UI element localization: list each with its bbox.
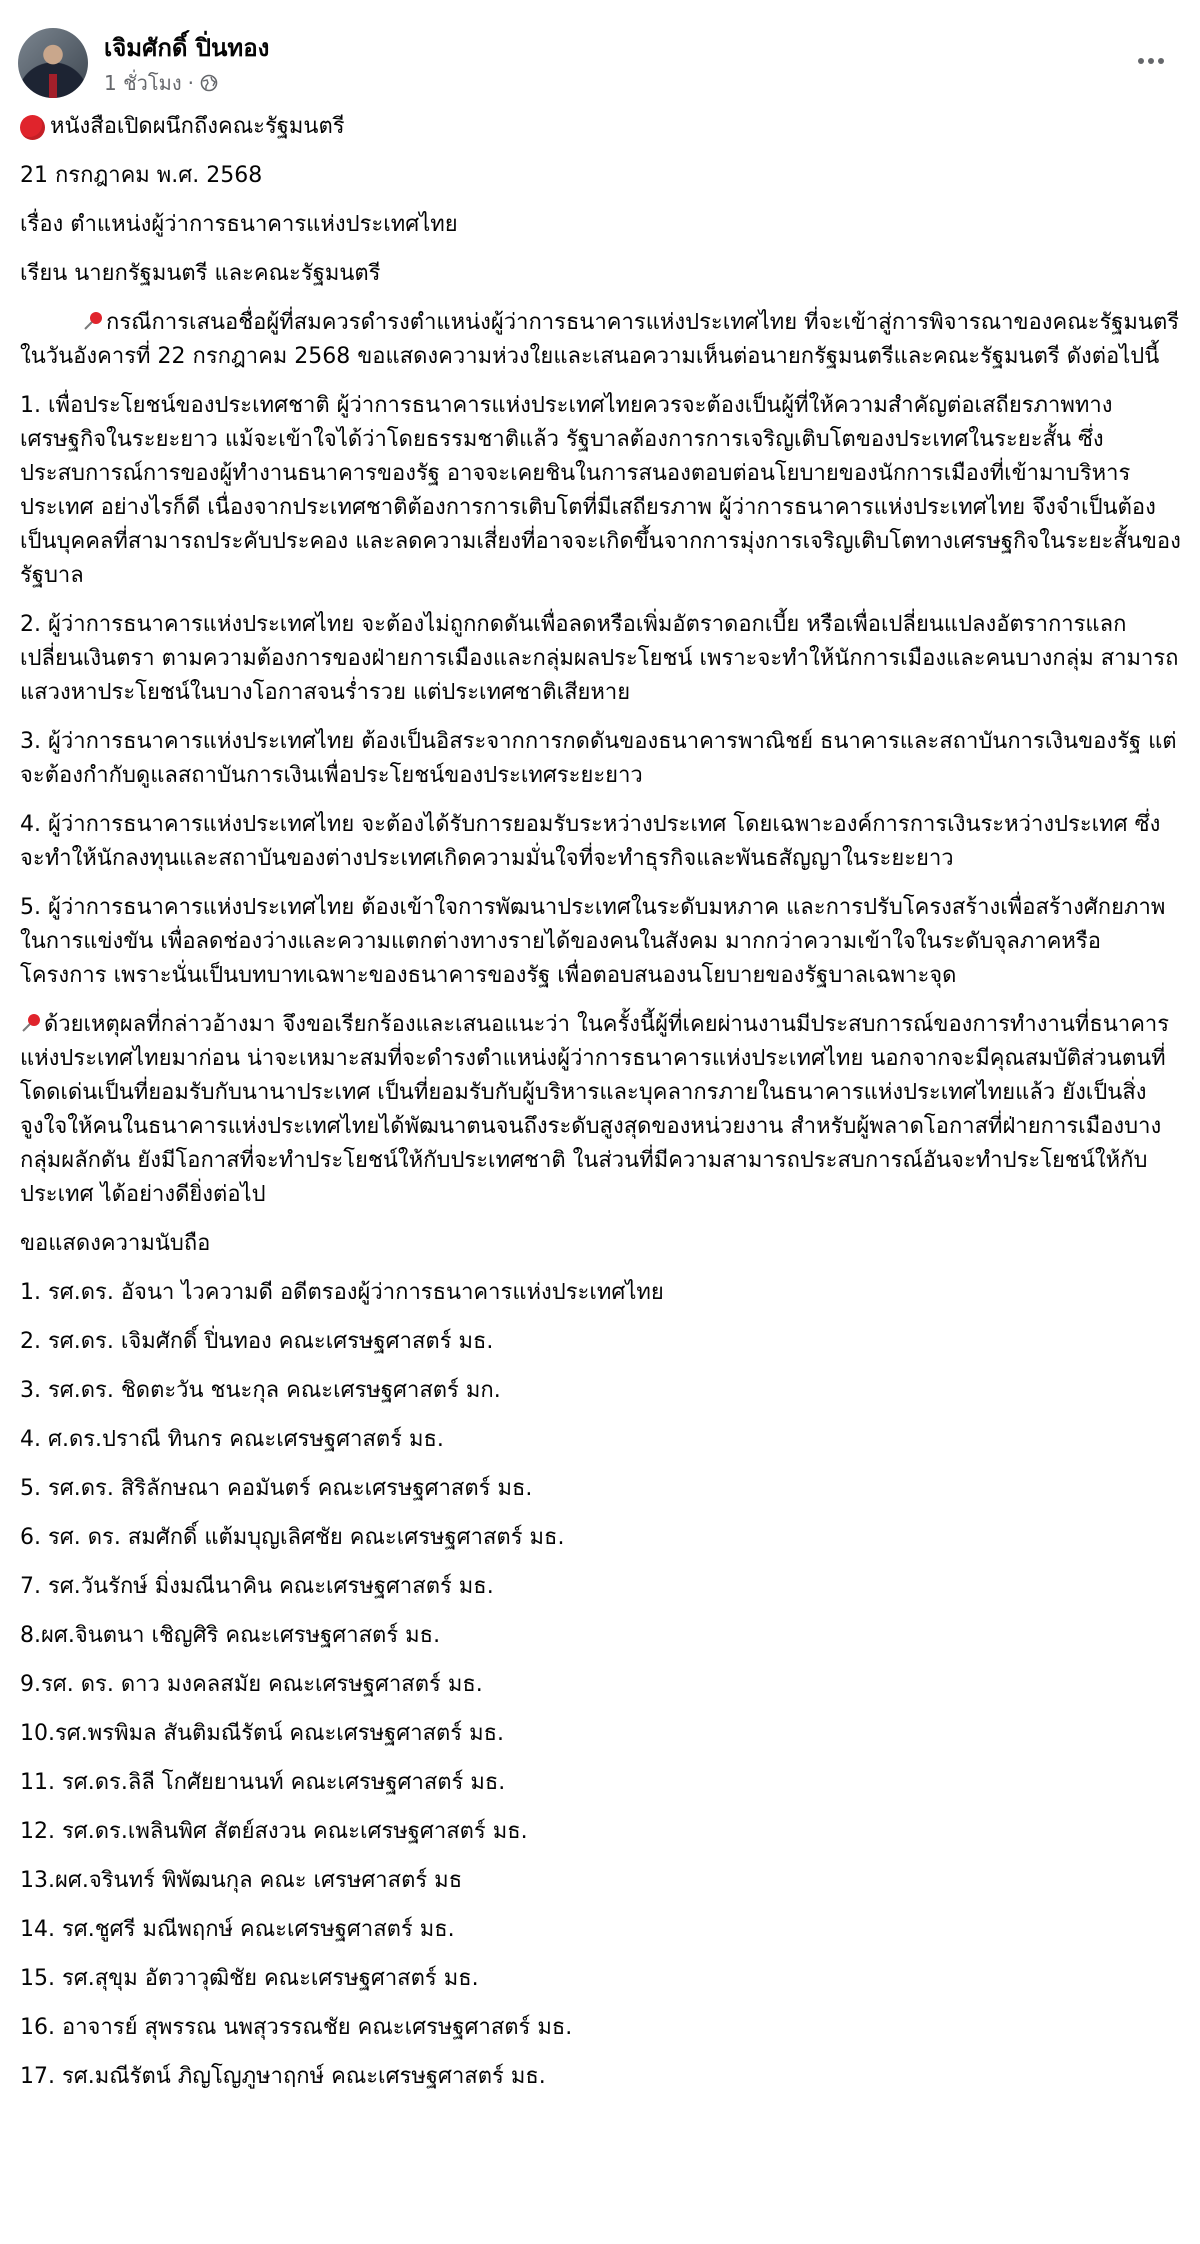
point-item: 2. ผู้ว่าการธนาคารแห่งประเทศไทย จะต้องไม่ถูกกดดันเพื่อลดหรือเพิ่มอัตราดอกเบี้ย หรือเพื่อเปลี่ยนแปลงอัตราการแลกเปลี่ยนเงินตรา ตามความต้องการของฝ่ายการเมืองและกลุ่มผลประโยชน์ เพราะจะทำให้นักการเมืองและคนบางกลุ่ม สามารถแสวงหาประโยชน์ในบางโอกาสจนร่ำรวย แต่ประเทศชาติเสียหาย: [20, 612, 1179, 705]
point-item: 1. เพื่อประโยชน์ของประเทศชาติ ผู้ว่าการธนาคารแห่งประเทศไทยควรจะต้องเป็นผู้ที่ให้ความสำคัญต่อเสถียรภาพทางเศรษฐกิจในระยะยาว แม้จะเข้าใจได้ว่าโดยธรรมชาติแล้ว รัฐบาลต้องการการเจริญเติบโตของประเทศในระยะสั้น ซึ่งประสบการณ์การของผู้ทำงานธนาคารของรัฐ อาจจะเคยชินในการสนองตอบต่อนโยบายของนักการเมืองที่เข้ามาบริหารประเทศ อย่างไรก็ดี เนื่องจากประเทศชาติต้องการการเติบโตที่มีเสถียรภาพ ผู้ว่าการธนาคารแห่งประเทศไทย จึงจำเป็นต้องเป็นบุคคลที่สามารถประคับประคอง และลดความเสี่ยงที่อาจจะเกิดขึ้นจากการมุ่งการเจริญเติบโตทางเศรษฐกิจในระยะสั้นของรัฐบาล: [20, 393, 1181, 588]
author-name[interactable]: เจิมศักดิ์ ปิ่นทอง: [104, 34, 270, 62]
signatory-item: 14. รศ.ชูศรี มณีพฤกษ์ คณะเศรษฐศาสตร์ มธ.: [20, 1917, 455, 1942]
pushpin-icon: [20, 1012, 42, 1034]
signatory-item: 13.ผศ.จรินทร์ พิพัฒนกุล คณะ เศรษศาสตร์ มธ: [20, 1868, 463, 1893]
point-item: 4. ผู้ว่าการธนาคารแห่งประเทศไทย จะต้องได้รับการยอมรับระหว่างประเทศ โดยเฉพาะองค์การการเงินระหว่างประเทศ ซึ่งจะทำให้นักลงทุนและสถาบันของต่างประเทศเกิดความมั่นใจที่จะทำธุรกิจและพันธสัญญาในระยะยาว: [20, 812, 1161, 871]
letter-intro: [20, 306, 1185, 374]
letter-closing: ขอแสดงความนับถือ: [20, 1231, 211, 1256]
post-title-line: [20, 110, 1185, 144]
signatory-item: 8.ผศ.จินตนา เชิญศิริ คณะเศรษฐศาสตร์ มธ.: [20, 1623, 441, 1648]
letter-intro-text: กรณีการเสนอชื่อผู้ที่สมควรดำรงตำแหน่งผู้ว่าการธนาคารแห่งประเทศไทย ที่จะเข้าสู่การพิจารณาของคณะรัฐมนตรีในวันอังคารที่ 22 กรกฎาคม 2568 ขอแสดงความห่วงใยและเสนอความเห็นต่อนายกรัฐมนตรีและคณะรัฐมนตรี ดังต่อไปนี้: [20, 310, 1180, 369]
letter-conclusion-text: ด้วยเหตุผลที่กล่าวอ้างมา จึงขอเรียกร้องและเสนอแนะว่า ในครั้งนี้ผู้ที่เคยผ่านงานมีประสบการณ์ของการทำงานที่ธนาคารแห่งประเทศไทยมาก่อน น่าจะเหมาะสมที่จะดำรงตำแหน่งผู้ว่าการธนาคารแห่งประเทศไทย นอกจากจะมีคุณสมบัติส่วนตนที่โดดเด่นเป็นที่ยอมรับกับนานาประเทศ เป็นที่ยอมรับกับผู้บริหารและบุคลากรภายในธนาคารแห่งประเทศไทยแล้ว ยังเป็นสิ่งจูงใจให้คนในธนาคารแห่งประเทศไทยได้พัฒนาตนจนถึงระดับสูงสุดของหน่วยงาน สำหรับผู้พลาดโอกาสที่ฝ่ายการเมืองบางกลุ่มผลักดัน ยังมีโอกาสที่จะทำประโยชน์ให้กับประเทศชาติ ในส่วนที่มีความสามารถประสบการณ์อันจะทำประโยชน์ให้กับประเทศ ได้อย่างดียิ่งต่อไป: [20, 1012, 1170, 1207]
post-timestamp[interactable]: 1 ชั่วโมง: [104, 71, 182, 95]
point-item: 3. ผู้ว่าการธนาคารแห่งประเทศไทย ต้องเป็นอิสระจากการกดดันของธนาคารพาณิชย์ ธนาคารและสถาบันการเงินของรัฐ แต่จะต้องกำกับดูแลสถาบันการเงินเพื่อประโยชน์ของประเทศระยะยาว: [20, 729, 1177, 788]
post-title: หนังสือเปิดผนึกถึงคณะรัฐมนตรี: [50, 114, 345, 139]
point-item: 5. ผู้ว่าการธนาคารแห่งประเทศไทย ต้องเข้าใจการพัฒนาประเทศในระดับมหภาค และการปรับโครงสร้างเพื่อสร้างศักยภาพในการแข่งขัน เพื่อลดช่องว่างและความแตกต่างทางรายได้ของคนในสังคม มากกว่าความเข้าใจในระดับจุลภาคหรือโครงการ เพราะนั่นเป็นบทบาทเฉพาะของธนาคารของรัฐ เพื่อตอบสนองนโยบายของรัฐบาลเฉพาะจุด: [20, 895, 1166, 988]
signatory-item: 15. รศ.สุขุม อัตวาวุฒิชัย คณะเศรษฐศาสตร์ มธ.: [20, 1966, 479, 1991]
signatory-item: 11. รศ.ดร.ลิลี โกศัยยานนท์ คณะเศรษฐศาสตร์ มธ.: [20, 1770, 506, 1795]
letter-conclusion: [20, 1008, 1185, 1212]
post-meta: [104, 70, 218, 96]
red-circle-icon: [20, 115, 45, 140]
signatory-list: [20, 1276, 1185, 2094]
pushpin-icon: [82, 310, 104, 332]
globe-icon[interactable]: [200, 74, 218, 92]
signatory-item: 1. รศ.ดร. อัจนา ไวความดี อดีตรองผู้ว่าการธนาคารแห่งประเทศไทย: [20, 1280, 664, 1305]
letter-addressee: เรียน นายกรัฐมนตรี และคณะรัฐมนตรี: [20, 261, 381, 286]
signatory-item: 6. รศ. ดร. สมศักดิ์ แต้มบุญเลิศชัย คณะเศรษฐศาสตร์ มธ.: [20, 1525, 565, 1550]
signatory-item: 17. รศ.มณีรัตน์ ภิญโญภูษาฤกษ์ คณะเศรษฐศาสตร์ มธ.: [20, 2064, 546, 2089]
meta-separator: ·: [187, 71, 194, 95]
letter-date: 21 กรกฎาคม พ.ศ. 2568: [20, 163, 263, 188]
signatory-item: 7. รศ.วันรักษ์ มิ่งมณีนาคิน คณะเศรษฐศาสตร์ มธ.: [20, 1574, 494, 1599]
signatory-item: 5. รศ.ดร. สิริลักษณา คอมันตร์ คณะเศรษฐศาสตร์ มธ.: [20, 1476, 533, 1501]
signatory-item: 2. รศ.ดร. เจิมศักดิ์ ปิ่นทอง คณะเศรษฐศาสตร์ มธ.: [20, 1329, 494, 1354]
signatory-item: 12. รศ.ดร.เพลินพิศ สัตย์สงวน คณะเศรษฐศาสตร์ มธ.: [20, 1819, 528, 1844]
more-options-icon[interactable]: [1130, 46, 1172, 76]
signatory-item: 3. รศ.ดร. ชิดตะวัน ชนะกุล คณะเศรษฐศาสตร์ มก.: [20, 1378, 501, 1403]
post-body: [20, 110, 1185, 2109]
signatory-item: 9.รศ. ดร. ดาว มงคลสมัย คณะเศรษฐศาสตร์ มธ.: [20, 1672, 483, 1697]
avatar[interactable]: [18, 28, 88, 98]
letter-subject: เรื่อง ตำแหน่งผู้ว่าการธนาคารแห่งประเทศไทย: [20, 212, 458, 237]
signatory-item: 10.รศ.พรพิมล สันติมณีรัตน์ คณะเศรษฐศาสตร์ มธ.: [20, 1721, 505, 1746]
signatory-item: 16. อาจารย์ สุพรรณ นพสุวรรณชัย คณะเศรษฐศาสตร์ มธ.: [20, 2015, 573, 2040]
signatory-item: 4. ศ.ดร.ปราณี ทินกร คณะเศรษฐศาสตร์ มธ.: [20, 1427, 444, 1452]
post-header: [18, 28, 1182, 104]
